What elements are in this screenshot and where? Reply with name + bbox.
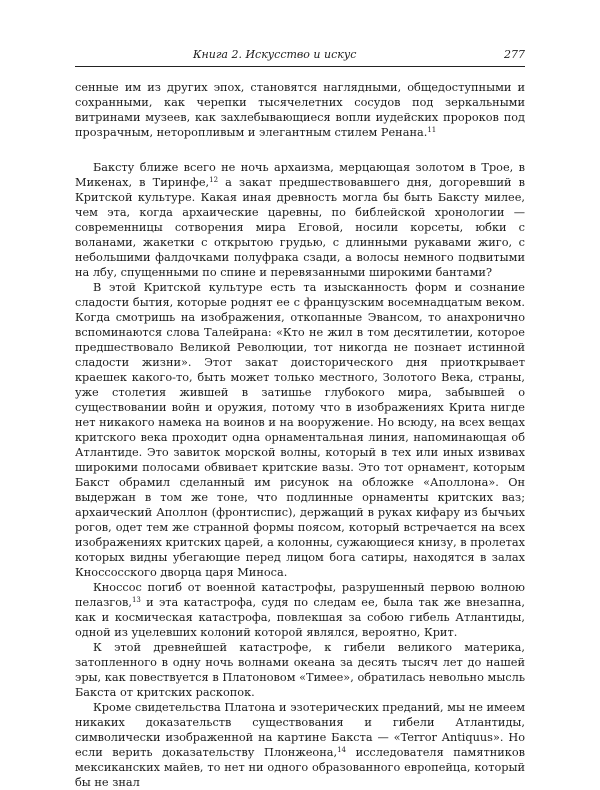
footnote-ref-12: 12 bbox=[209, 176, 219, 184]
paragraph-text: исследователя памятников мексиканских майев, то нет ни одного образованного европейца, который бы не знал bbox=[75, 746, 525, 789]
body-text-main bbox=[75, 160, 525, 790]
page-number: 277 bbox=[504, 48, 525, 61]
paragraph-bakst-archaism bbox=[75, 160, 525, 280]
paragraph-text: и эта катастрофа, судя по следам ее, была так же внезапна, как и космическая катастрофа, повлекшая за собою гибель Атлантиды, одной из уцелевших колоний которой являлся, вероятно, Крит. bbox=[75, 596, 525, 639]
running-header bbox=[75, 48, 525, 67]
body-text-top bbox=[75, 80, 525, 140]
paragraph-knossos bbox=[75, 580, 525, 640]
footnote-ref-11: 11 bbox=[427, 126, 437, 134]
paragraph-text: а закат предшествовавшего дня, догоревший в Критской культуре. Какая иная древность могла бы быть Баксту милее, чем эта, когда архаические царевны, по библейской хронологии — современницы сотворения мира Еговой, носили корсеты, юбки с воланами, жакетки с открытою грудью, с длинными рукавами жиго, с небольшими фалдочками полуфрака сзади, а волосы немного подвитыми на лбу, спущенными по спине и перевязанными широкими бантами? bbox=[75, 176, 525, 279]
paragraph-text: Баксту ближе всего не ночь архаизма, мерцающая золотом в Трое, в Микенах, в Тиринфе, bbox=[75, 161, 525, 189]
footnote-ref-14: 14 bbox=[337, 746, 346, 754]
running-title: Книга 2. Искусство и искус bbox=[193, 48, 357, 61]
paragraph-atlantis-catastrophe: К этой древнейшей катастрофе, к гибели великого материка, затопленного в одну ночь волнами океана за десять тысяч лет до нашей эры, как повествуется в Платоновом «Тимее», обратилась невольно мысль Бакста от критских раскопок. bbox=[75, 641, 525, 699]
paragraph-cretan-culture: В этой Критской культуре есть та изысканность форм и сознание сладости бытия, которые роднят ее с французским восемнадцатым веком. Когда смотришь на изображения, откопанные Эвансом, то анахронично вспоминаются слова Талейрана: «Кто не жил в том десятилетии, которое предшествовало Великой Революции, тот никогда не познает истинной сладости жизни». Этот закат доисторического дня приоткрывает краешек какого-то, быть может только местного, Золотого Века, страны, уже столетия жившей в затишье глубокого мира, забывшей о существовании войн и оружия, потому что в изображениях Крита нигде нет никакого намека на воинов и на вооружение. Но всюду, на всех вещах критского века проходит одна орнаментальная линия, напоминающая об Атлантиде. Это завиток морской волны, который в тех или иных извивах широкими полосами обвивает критские вазы. Это тот орнамент, которым Бакст обрамил сделанный им рисунок на обложке «Аполлона». Он выдержан в том же тоне, что подлинные орнаменты критских ваз; архаический Аполлон (фронтиспис), держащий в руках кифару из бычьих рогов, одет тем же странной формы поясом, который встречается на всех изображениях критских царей, а колонны, сужающиеся книзу, в пролетах которых видны убегающие перед лицом бога сатиры, находятся в залах Кноссосского дворца царя Миноса. bbox=[75, 281, 525, 579]
paragraph-text: Кноссос погиб от военной катастрофы, разрушенный первою волною пелазгов, bbox=[75, 581, 525, 609]
paragraph-plato-evidence bbox=[75, 700, 525, 790]
paragraph-continuation bbox=[75, 80, 525, 140]
paragraph-text: Кроме свидетельства Платона и эзотерических преданий, мы не имеем никаких доказательств существования и гибели Атлантиды, символически изображенной на картине Бакста — «Terror Antiquus». Но если верить доказательству Плонжеона, bbox=[75, 701, 525, 759]
footnote-ref-13: 13 bbox=[131, 596, 141, 604]
paragraph-text: сенные им из других эпох, становятся наглядными, общедоступными и сохранными, как черепки тысячелетних сосудов под зеркальными витринами музеев, как захлебывающиеся вопли иудейских пророков под прозрачным, неторопливым и элегантным стилем Ренана. bbox=[75, 81, 525, 139]
